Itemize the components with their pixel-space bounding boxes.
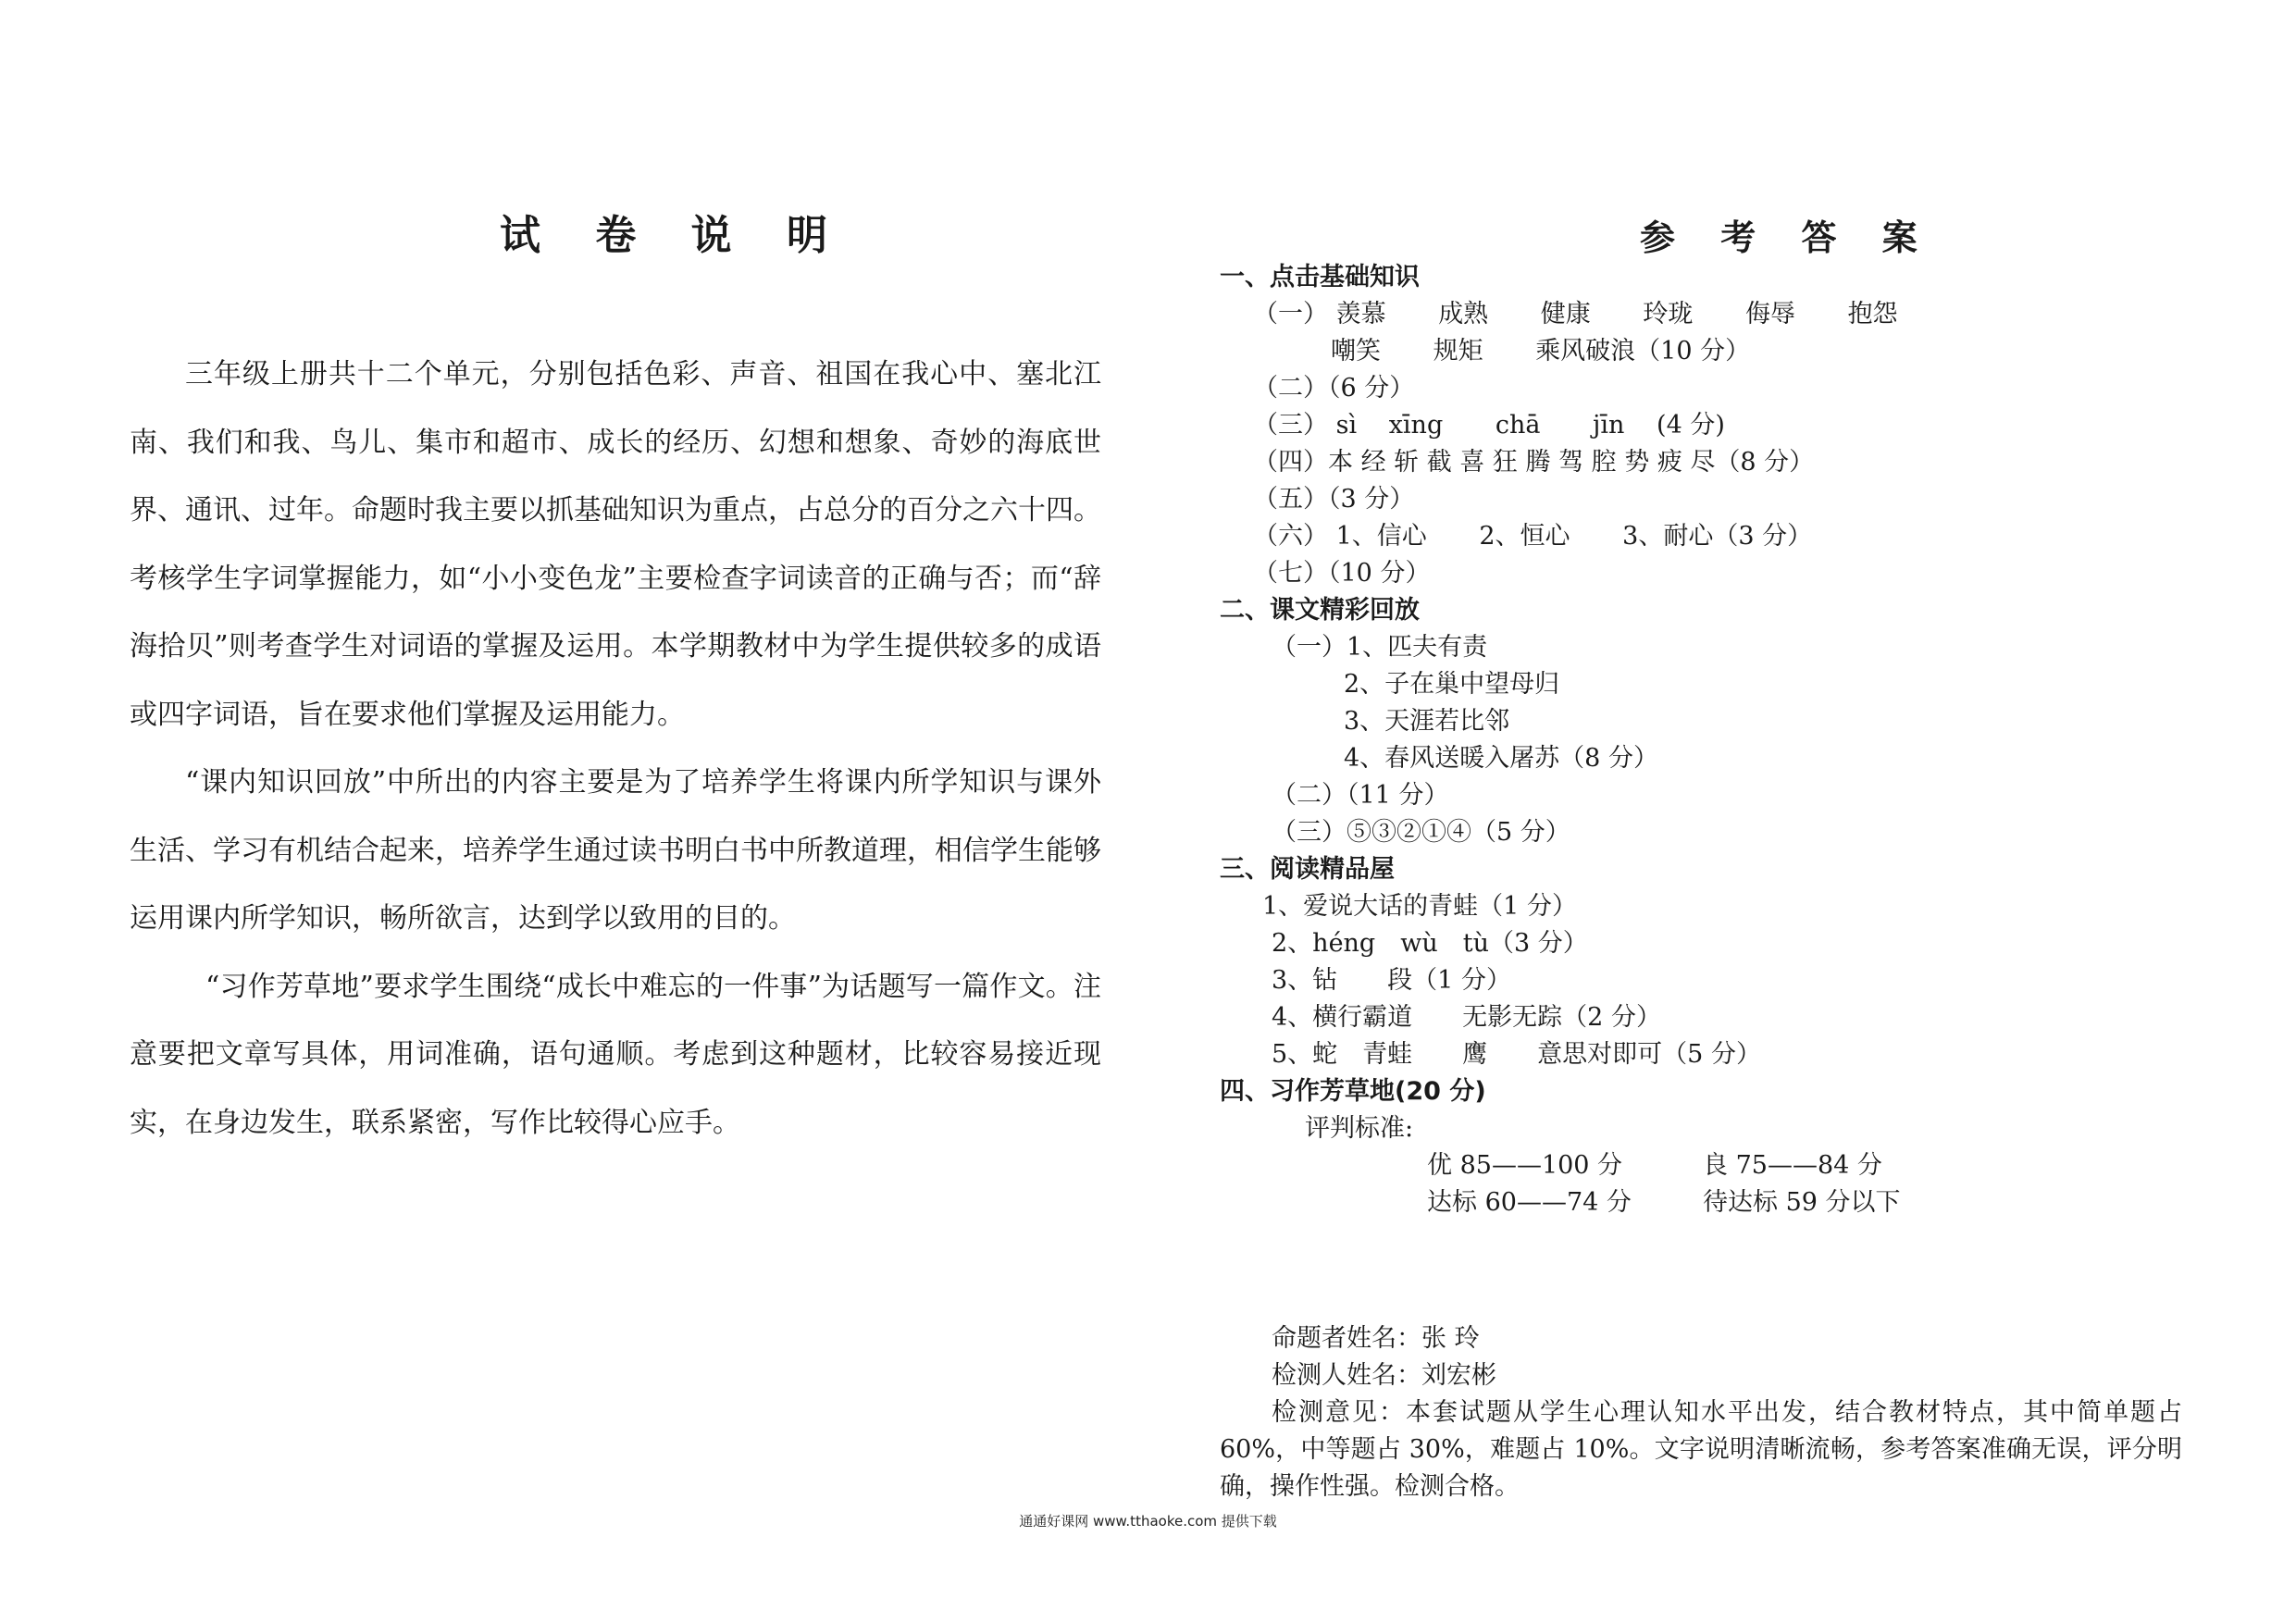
criteria-label: 评判标准: [1305,1114,1414,1143]
s3-item: 4、横行霸道 无影无踪（2 分） [1272,1003,1661,1032]
checker-name: 检测人姓名：刘宏彬 [1272,1361,1496,1390]
s1-q3-label: （三） [1253,411,1328,440]
s1-q6-label: （六） [1253,522,1328,551]
s1-q2: （二）（6 分） [1253,374,1415,403]
pinyin-item: jīn [1593,411,1625,440]
description-paragraph-2: “课内知识回放”中所出的内容主要是为了培养学生将课内所学知识与课外生活、学习有机结合起来，培养学生通过读书明白书中所教道理，相信学生能够运用课内所学知识，畅所欲言，达到学以致用的目的。 [130,766,1101,935]
s2-q1-item: 3、天涯若比邻 [1344,707,1510,736]
s1-q6-item: 1、信心 [1335,522,1427,551]
left-page-title: 试 卷 说 明 [500,212,848,259]
section-1-heading: 一、点击基础知识 [1220,263,1420,291]
s1-q1-word: 羡慕 [1335,300,1386,328]
s3-item: 1、爱说大话的青蛙（1 分） [1262,892,1577,921]
answer-key [1220,259,2182,1221]
review-opinion: 检测意见：本套试题从学生心理认知水平出发，结合教材特点，其中简单题占 60%，中等题占 30%，难题占 10%。文字说明清晰流畅，参考答案准确无误，评分明确，操作性强。检测合格。 [1220,1398,2182,1501]
s3-item: 2、héng wù tù（3 分） [1272,929,1588,958]
s1-q1-word: 侮辱 [1744,300,1795,328]
s1-q1-word: 成熟 [1438,300,1489,328]
s2-q1-item: （一）1、匹夫有责 [1272,633,1488,662]
s1-q1-line-b [1220,333,2182,370]
review-info [1220,1320,2182,1505]
description-paragraph-3: “习作芳草地”要求学生围绕“成长中难忘的一件事”为话题写一篇作文。注意要把文章写具体，用词准确，语句通顺。考虑到这种题材，比较容易接近现实，在身边发生，联系紧密，写作比较得心应手。 [130,970,1101,1139]
s3-item: 3、钻 段（1 分） [1272,966,1511,995]
s1-q1-line-a [1220,296,2182,333]
grade-row-2 [1220,1184,2182,1221]
s1-q1-word: 嘲笑 [1331,337,1381,365]
description-paragraph-1: 三年级上册共十二个单元，分别包括色彩、声音、祖国在我心中、塞北江南、我们和我、鸟儿、集市和超市、成长的经历、幻想和想象、奇妙的海底世界、通讯、过年。命题时我主要以抓基础知识为重点，占总分的百分之六十四。考核学生字词掌握能力，如“小小变色龙”主要检查字词读音的正确与否；而“辞海拾贝”则考查学生对词语的掌握及运用。本学期教材中为学生提供较多的成语或四字词语，旨在要求他们掌握及运用能力。 [130,358,1101,731]
pinyin-item: xīng [1388,411,1444,440]
section-3-heading: 三、阅读精品屋 [1220,855,1395,884]
section-2-heading: 二、课文精彩回放 [1220,596,1420,625]
s1-q1-label: （一） [1253,300,1328,328]
s1-q1-word: 玲珑 [1643,300,1694,328]
grade-item: 良 75——84 分 [1703,1151,1882,1180]
grade-item: 达标 60——74 分 [1427,1188,1632,1217]
right-page-title: 参 考 答 案 [1640,217,1934,258]
exam-description [130,341,1101,1157]
s2-q3: （三）⑤③②①④（5 分） [1272,818,1570,847]
s3-item: 5、蛇 青蛙 鹰 意思对即可（5 分） [1272,1040,1761,1069]
grade-row-1 [1220,1147,2182,1184]
s1-q3 [1220,407,2182,444]
grade-item: 优 85——100 分 [1427,1151,1623,1180]
s1-q1-word: 乘风破浪（10 分） [1535,337,1751,365]
s1-q3-score: (4 分) [1657,411,1725,440]
page-footer: 通通好课网 www.tthaoke.com 提供下载 [1019,1513,1277,1530]
s2-q1-item: 4、春风送暖入屠苏（8 分） [1344,744,1658,773]
s1-q1-word: 抱怨 [1847,300,1898,328]
setter-name: 命题者姓名：张 玲 [1272,1324,1480,1353]
pinyin-item: chā [1495,411,1541,440]
s2-q2: （二）（11 分） [1272,781,1449,810]
s1-q4: （四）本 经 斩 截 喜 狂 腾 驾 腔 势 疲 尽（8 分） [1253,448,1815,477]
pinyin-item: sì [1335,411,1358,440]
s1-q1-word: 健康 [1540,300,1591,328]
s1-q7: （七）（10 分） [1253,559,1431,588]
grade-item: 待达标 59 分以下 [1703,1188,1901,1217]
s1-q6-item: 2、恒心 [1479,522,1570,551]
s2-q1-item: 2、子在巢中望母归 [1344,670,1560,699]
section-4-heading: 四、习作芳草地(20 分) [1220,1077,1486,1106]
s1-q6 [1220,518,2182,555]
s1-q6-item: 3、耐心（3 分） [1622,522,1813,551]
s1-q1-word: 规矩 [1433,337,1483,365]
s1-q5: （五）（3 分） [1253,485,1415,514]
